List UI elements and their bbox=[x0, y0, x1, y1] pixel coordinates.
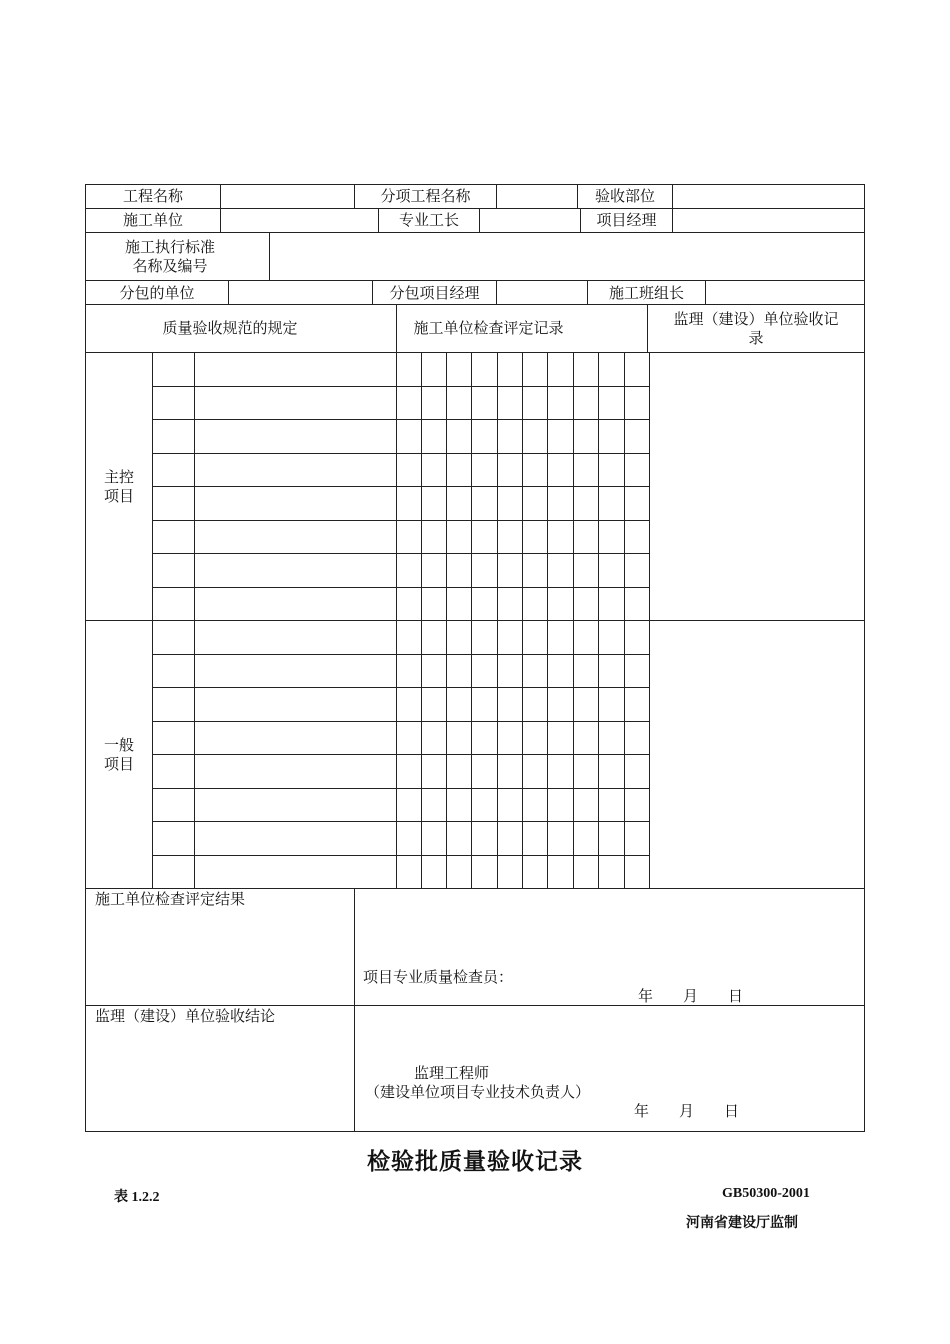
main-control-grid-cell[interactable] bbox=[522, 352, 548, 387]
main-control-grid-cell[interactable] bbox=[598, 587, 625, 622]
general-grid-cell[interactable] bbox=[471, 821, 498, 856]
general-grid-cell[interactable] bbox=[194, 620, 397, 655]
main-control-grid-cell[interactable] bbox=[446, 352, 472, 387]
main-control-grid-cell[interactable] bbox=[547, 419, 574, 454]
general-grid-cell[interactable] bbox=[547, 687, 574, 722]
supervision-record-header-line2: 录 bbox=[748, 329, 764, 347]
general-grid-cell[interactable] bbox=[421, 721, 447, 756]
general-grid-cell[interactable] bbox=[598, 754, 625, 789]
general-grid-cell[interactable] bbox=[396, 654, 422, 689]
general-grid-cell[interactable] bbox=[573, 721, 599, 756]
general-grid-cell[interactable] bbox=[446, 654, 472, 689]
main-control-grid-cell[interactable] bbox=[152, 453, 195, 488]
sub-project-name-label: 分项工程名称 bbox=[380, 187, 471, 205]
main-control-grid-cell[interactable] bbox=[446, 553, 472, 588]
main-control-grid-cell[interactable] bbox=[152, 352, 195, 387]
general-grid-cell[interactable] bbox=[624, 788, 650, 823]
project-manager-field[interactable] bbox=[672, 208, 865, 233]
project-name-label: 工程名称 bbox=[122, 187, 183, 205]
main-control-grid-cell[interactable] bbox=[522, 419, 548, 454]
supervision-record-header-line1: 监理（建设）单位验收记 bbox=[673, 310, 839, 328]
general-grid-cell[interactable] bbox=[497, 788, 523, 823]
general-grid-cell[interactable] bbox=[522, 620, 548, 655]
general-grid-cell[interactable] bbox=[152, 788, 195, 823]
conclusion-engineer-note: （建设单位项目专业技术负责人） bbox=[365, 1083, 591, 1101]
main-control-grid-cell[interactable] bbox=[547, 520, 574, 555]
general-grid-cell[interactable] bbox=[471, 687, 498, 722]
main-control-grid-cell[interactable] bbox=[573, 352, 599, 387]
general-grid-cell[interactable] bbox=[573, 620, 599, 655]
subcontract-manager-field[interactable] bbox=[496, 280, 588, 305]
main-control-grid-cell[interactable] bbox=[547, 386, 574, 421]
main-control-grid-cell[interactable] bbox=[624, 587, 650, 622]
main-control-grid-cell[interactable] bbox=[446, 520, 472, 555]
general-grid-cell[interactable] bbox=[598, 620, 625, 655]
main-control-grid-cell[interactable] bbox=[194, 587, 397, 622]
subcontract-manager-label: 分包项目经理 bbox=[389, 284, 480, 302]
main-control-grid-cell[interactable] bbox=[421, 453, 447, 488]
main-control-grid-cell[interactable] bbox=[522, 453, 548, 488]
general-grid-cell[interactable] bbox=[152, 855, 195, 890]
general-grid-cell[interactable] bbox=[446, 620, 472, 655]
subcontract-unit-field[interactable] bbox=[228, 280, 373, 305]
main-control-grid-cell[interactable] bbox=[624, 553, 650, 588]
general-grid-cell[interactable] bbox=[194, 654, 397, 689]
main-control-grid-cell[interactable] bbox=[471, 419, 498, 454]
main-control-grid-cell[interactable] bbox=[624, 386, 650, 421]
general-grid-cell[interactable] bbox=[598, 687, 625, 722]
main-control-grid-cell[interactable] bbox=[194, 352, 397, 387]
main-control-grid-cell[interactable] bbox=[421, 419, 447, 454]
main-control-grid-cell[interactable] bbox=[396, 352, 422, 387]
main-control-grid-cell[interactable] bbox=[152, 486, 195, 521]
general-grid-cell[interactable] bbox=[624, 855, 650, 890]
main-control-grid-cell[interactable] bbox=[421, 352, 447, 387]
form-title: 检验批质量验收记录 bbox=[367, 1148, 583, 1175]
main-control-grid-cell[interactable] bbox=[522, 386, 548, 421]
subcontract-unit-label: 分包的单位 bbox=[119, 284, 195, 302]
main-control-grid-cell[interactable] bbox=[194, 520, 397, 555]
general-grid-cell[interactable] bbox=[547, 654, 574, 689]
main-control-grid-cell[interactable] bbox=[573, 486, 599, 521]
main-control-grid-cell[interactable] bbox=[152, 386, 195, 421]
check-record-header: 施工单位检查评定记录 bbox=[413, 319, 564, 337]
main-control-grid-cell[interactable] bbox=[421, 553, 447, 588]
main-control-grid-cell[interactable] bbox=[194, 453, 397, 488]
main-control-grid-cell[interactable] bbox=[522, 587, 548, 622]
general-grid-cell[interactable] bbox=[547, 855, 574, 890]
general-grid-cell[interactable] bbox=[421, 788, 447, 823]
general-grid-cell[interactable] bbox=[471, 788, 498, 823]
main-control-grid-cell[interactable] bbox=[598, 486, 625, 521]
project-manager-label: 项目经理 bbox=[596, 211, 657, 229]
general-grid-cell[interactable] bbox=[573, 788, 599, 823]
general-grid-cell[interactable] bbox=[194, 721, 397, 756]
main-control-label-line2: 项目 bbox=[103, 487, 134, 505]
general-grid-cell[interactable] bbox=[396, 754, 422, 789]
general-grid-cell[interactable] bbox=[471, 620, 498, 655]
acceptance-part-label: 验收部位 bbox=[594, 187, 655, 205]
result-label: 施工单位检查评定结果 bbox=[95, 890, 246, 908]
general-grid-cell[interactable] bbox=[421, 654, 447, 689]
general-grid-cell[interactable] bbox=[194, 821, 397, 856]
main-control-grid-cell[interactable] bbox=[446, 419, 472, 454]
issuer: 河南省建设厅监制 bbox=[686, 1216, 798, 1231]
main-control-grid-cell[interactable] bbox=[152, 553, 195, 588]
main-control-grid-cell[interactable] bbox=[396, 386, 422, 421]
general-grid-cell[interactable] bbox=[152, 620, 195, 655]
main-control-grid-cell[interactable] bbox=[446, 486, 472, 521]
general-grid-cell[interactable] bbox=[547, 620, 574, 655]
general-grid-cell[interactable] bbox=[522, 788, 548, 823]
main-control-grid-cell[interactable] bbox=[471, 520, 498, 555]
team-leader-field[interactable] bbox=[705, 280, 865, 305]
general-grid-cell[interactable] bbox=[497, 654, 523, 689]
professional-foreman-label: 专业工长 bbox=[398, 211, 459, 229]
main-control-grid-cell[interactable] bbox=[497, 419, 523, 454]
general-grid-cell[interactable] bbox=[573, 654, 599, 689]
main-control-grid-cell[interactable] bbox=[194, 419, 397, 454]
general-grid-cell[interactable] bbox=[446, 754, 472, 789]
general-grid-cell[interactable] bbox=[421, 754, 447, 789]
main-control-grid-cell[interactable] bbox=[573, 553, 599, 588]
general-grid-cell[interactable] bbox=[547, 754, 574, 789]
main-control-grid-cell[interactable] bbox=[497, 486, 523, 521]
standard-label-line2: 名称及编号 bbox=[132, 257, 208, 275]
main-control-grid-cell[interactable] bbox=[471, 352, 498, 387]
main-control-grid-cell[interactable] bbox=[396, 553, 422, 588]
sub-project-name-field[interactable] bbox=[496, 184, 578, 209]
general-grid-cell[interactable] bbox=[624, 721, 650, 756]
main-control-grid-cell[interactable] bbox=[547, 553, 574, 588]
general-grid-cell[interactable] bbox=[522, 855, 548, 890]
professional-foreman-field[interactable] bbox=[479, 208, 581, 233]
general-grid-cell[interactable] bbox=[624, 687, 650, 722]
general-grid-cell[interactable] bbox=[598, 821, 625, 856]
general-grid-cell[interactable] bbox=[573, 687, 599, 722]
general-grid-cell[interactable] bbox=[471, 855, 498, 890]
main-control-grid-cell[interactable] bbox=[421, 520, 447, 555]
general-grid-cell[interactable] bbox=[194, 855, 397, 890]
main-control-grid-cell[interactable] bbox=[396, 486, 422, 521]
general-grid-cell[interactable] bbox=[624, 821, 650, 856]
conclusion-engineer: 监理工程师 bbox=[414, 1064, 490, 1082]
main-control-grid-cell[interactable] bbox=[471, 386, 498, 421]
main-control-grid-cell[interactable] bbox=[497, 587, 523, 622]
table-number: 表 1.2.2 bbox=[114, 1190, 160, 1205]
construction-unit-field[interactable] bbox=[220, 208, 379, 233]
general-grid-cell[interactable] bbox=[152, 721, 195, 756]
main-control-grid-cell[interactable] bbox=[446, 386, 472, 421]
standard-label-line1: 施工执行标准 bbox=[124, 238, 215, 256]
main-control-grid-cell[interactable] bbox=[624, 352, 650, 387]
general-grid-cell[interactable] bbox=[471, 721, 498, 756]
main-control-grid-cell[interactable] bbox=[573, 520, 599, 555]
general-grid-cell[interactable] bbox=[624, 654, 650, 689]
main-control-grid-cell[interactable] bbox=[152, 419, 195, 454]
general-grid-cell[interactable] bbox=[152, 654, 195, 689]
main-control-grid-cell[interactable] bbox=[194, 486, 397, 521]
main-control-grid-cell[interactable] bbox=[497, 352, 523, 387]
main-control-grid-cell[interactable] bbox=[624, 419, 650, 454]
main-control-grid-cell[interactable] bbox=[446, 453, 472, 488]
main-control-grid-cell[interactable] bbox=[396, 587, 422, 622]
main-control-grid-cell[interactable] bbox=[471, 553, 498, 588]
general-grid-cell[interactable] bbox=[497, 620, 523, 655]
general-grid-cell[interactable] bbox=[446, 788, 472, 823]
main-control-grid-cell[interactable] bbox=[471, 453, 498, 488]
general-grid-cell[interactable] bbox=[421, 821, 447, 856]
general-grid-cell[interactable] bbox=[497, 754, 523, 789]
general-grid-cell[interactable] bbox=[522, 754, 548, 789]
general-grid-cell[interactable] bbox=[194, 687, 397, 722]
general-grid-cell[interactable] bbox=[471, 754, 498, 789]
main-control-grid-cell[interactable] bbox=[396, 520, 422, 555]
main-control-grid-cell[interactable] bbox=[598, 520, 625, 555]
general-grid-cell[interactable] bbox=[446, 821, 472, 856]
main-control-grid-cell[interactable] bbox=[547, 352, 574, 387]
main-control-grid-cell[interactable] bbox=[573, 419, 599, 454]
general-grid-cell[interactable] bbox=[573, 754, 599, 789]
general-grid-cell[interactable] bbox=[194, 754, 397, 789]
general-grid-cell[interactable] bbox=[624, 754, 650, 789]
result-content-cell[interactable] bbox=[354, 888, 865, 1006]
main-control-grid-cell[interactable] bbox=[471, 486, 498, 521]
general-grid-cell[interactable] bbox=[471, 654, 498, 689]
main-control-grid-cell[interactable] bbox=[598, 453, 625, 488]
main-control-grid-cell[interactable] bbox=[396, 453, 422, 488]
general-grid-cell[interactable] bbox=[194, 788, 397, 823]
main-control-grid-cell[interactable] bbox=[547, 453, 574, 488]
general-label-line1: 一般 bbox=[103, 736, 134, 754]
result-date: 年 月 日 bbox=[638, 987, 744, 1005]
main-control-grid-cell[interactable] bbox=[421, 486, 447, 521]
general-grid-cell[interactable] bbox=[522, 654, 548, 689]
general-grid-cell[interactable] bbox=[396, 687, 422, 722]
main-control-supervision-record[interactable] bbox=[649, 352, 865, 621]
main-control-grid-cell[interactable] bbox=[522, 486, 548, 521]
team-leader-label: 施工班组长 bbox=[608, 284, 684, 302]
general-grid-cell[interactable] bbox=[446, 721, 472, 756]
main-control-grid-cell[interactable] bbox=[598, 419, 625, 454]
conclusion-label: 监理（建设）单位验收结论 bbox=[95, 1007, 276, 1025]
general-grid-cell[interactable] bbox=[396, 721, 422, 756]
general-grid-cell[interactable] bbox=[522, 821, 548, 856]
acceptance-part-field[interactable] bbox=[672, 184, 865, 209]
general-grid-cell[interactable] bbox=[152, 821, 195, 856]
main-control-grid-cell[interactable] bbox=[497, 386, 523, 421]
general-grid-cell[interactable] bbox=[547, 721, 574, 756]
main-control-grid-cell[interactable] bbox=[421, 386, 447, 421]
main-control-grid-cell[interactable] bbox=[497, 520, 523, 555]
main-control-grid-cell[interactable] bbox=[547, 587, 574, 622]
general-grid-cell[interactable] bbox=[396, 620, 422, 655]
general-grid-cell[interactable] bbox=[421, 620, 447, 655]
general-grid-cell[interactable] bbox=[497, 821, 523, 856]
general-grid-cell[interactable] bbox=[497, 721, 523, 756]
main-control-grid-cell[interactable] bbox=[152, 520, 195, 555]
main-control-grid-cell[interactable] bbox=[471, 587, 498, 622]
main-control-grid-cell[interactable] bbox=[396, 419, 422, 454]
main-control-grid-cell[interactable] bbox=[194, 553, 397, 588]
main-control-grid-cell[interactable] bbox=[497, 553, 523, 588]
main-control-label-line1: 主控 bbox=[103, 468, 134, 486]
general-grid-cell[interactable] bbox=[396, 855, 422, 890]
general-grid-cell[interactable] bbox=[396, 821, 422, 856]
general-grid-cell[interactable] bbox=[598, 788, 625, 823]
general-grid-cell[interactable] bbox=[497, 855, 523, 890]
main-control-grid-cell[interactable] bbox=[497, 453, 523, 488]
general-grid-cell[interactable] bbox=[624, 620, 650, 655]
construction-unit-label: 施工单位 bbox=[122, 211, 183, 229]
general-grid-cell[interactable] bbox=[152, 687, 195, 722]
general-grid-cell[interactable] bbox=[522, 721, 548, 756]
main-control-grid-cell[interactable] bbox=[547, 486, 574, 521]
general-grid-cell[interactable] bbox=[421, 855, 447, 890]
spec-rules-header: 质量验收规范的规定 bbox=[162, 319, 298, 337]
main-control-grid-cell[interactable] bbox=[152, 587, 195, 622]
general-supervision-record[interactable] bbox=[649, 620, 865, 889]
standard-code: GB50300-2001 bbox=[722, 1186, 810, 1201]
main-control-grid-cell[interactable] bbox=[421, 587, 447, 622]
main-control-grid-cell[interactable] bbox=[573, 386, 599, 421]
general-grid-cell[interactable] bbox=[547, 788, 574, 823]
main-control-grid-cell[interactable] bbox=[624, 520, 650, 555]
main-control-grid-cell[interactable] bbox=[624, 486, 650, 521]
main-control-grid-cell[interactable] bbox=[598, 553, 625, 588]
main-control-grid-cell[interactable] bbox=[624, 453, 650, 488]
general-grid-cell[interactable] bbox=[497, 687, 523, 722]
general-grid-cell[interactable] bbox=[573, 855, 599, 890]
main-control-grid-cell[interactable] bbox=[194, 386, 397, 421]
general-grid-cell[interactable] bbox=[152, 754, 195, 789]
general-grid-cell[interactable] bbox=[598, 654, 625, 689]
main-control-grid-cell[interactable] bbox=[446, 587, 472, 622]
general-grid-cell[interactable] bbox=[547, 821, 574, 856]
general-label-line2: 项目 bbox=[103, 755, 134, 773]
general-grid-cell[interactable] bbox=[396, 788, 422, 823]
standard-field[interactable] bbox=[269, 232, 865, 281]
general-grid-cell[interactable] bbox=[446, 687, 472, 722]
main-control-grid-cell[interactable] bbox=[573, 453, 599, 488]
main-control-grid-cell[interactable] bbox=[598, 352, 625, 387]
general-grid-cell[interactable] bbox=[573, 821, 599, 856]
general-grid-cell[interactable] bbox=[421, 687, 447, 722]
result-inspector: 项目专业质量检查员： bbox=[363, 968, 514, 986]
main-control-grid-cell[interactable] bbox=[598, 386, 625, 421]
main-control-grid-cell[interactable] bbox=[522, 520, 548, 555]
general-grid-cell[interactable] bbox=[446, 855, 472, 890]
main-control-grid-cell[interactable] bbox=[573, 587, 599, 622]
main-control-grid-cell[interactable] bbox=[522, 553, 548, 588]
conclusion-date: 年 月 日 bbox=[634, 1102, 740, 1120]
general-grid-cell[interactable] bbox=[598, 855, 625, 890]
general-grid-cell[interactable] bbox=[598, 721, 625, 756]
general-grid-cell[interactable] bbox=[522, 687, 548, 722]
project-name-field[interactable] bbox=[220, 184, 355, 209]
